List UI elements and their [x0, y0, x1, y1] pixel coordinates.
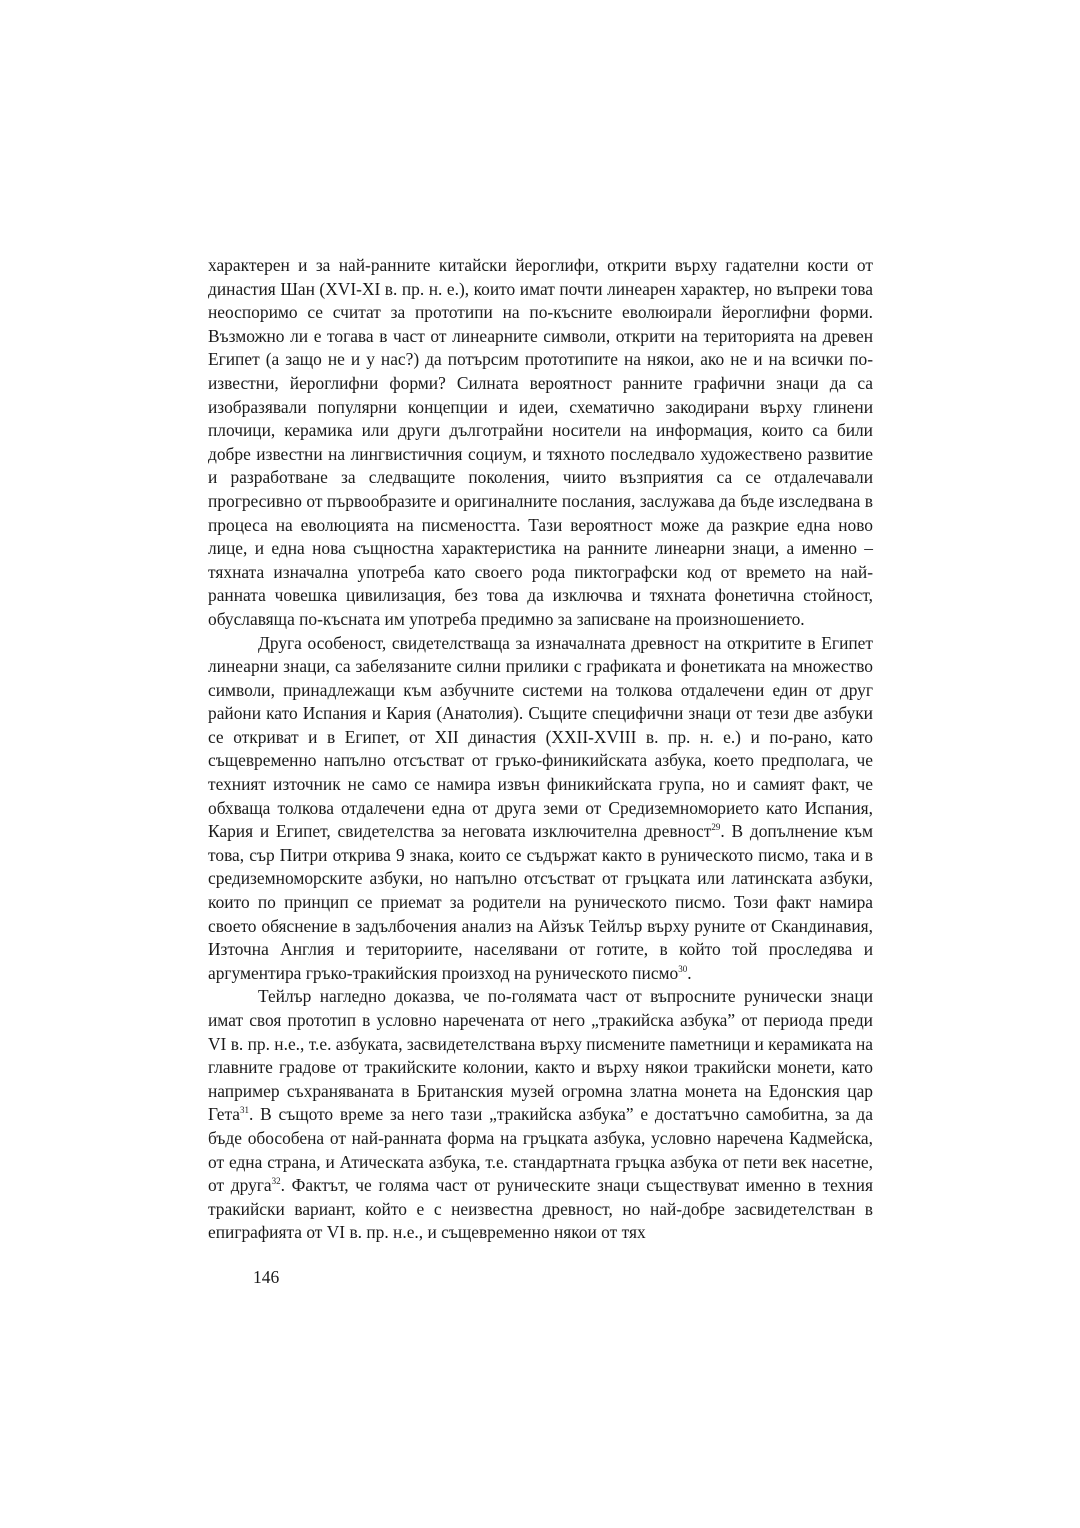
paragraph-1-text: характерен и за най-ранните китайски йероглифи, открити върху гадателни кости от династия Шан (XVI-XI в. пр. н. е.), които имат почти линеарен характер, но въпреки това неоспоримо се считат за прототипи на по-късните еволюирали йероглифни форми. Възможно ли е тогава в част от линеарните символи, открити на територията на древен Египет (а защо не и у нас?) да потърсим прототипите на някои, ако не и на всички по-известни, йероглифни форми? Силната вероятност ранните графични знаци да са изобразявали популярни концепции и идеи, схематично закодирани върху глинени плочици, керамика или други дълготрайни носители на информация, които са били добре известни на лингвистичния социум, и тяхното последвало художествено развитие и разработване за следващите поколения, чиито възприятия са се отдалечавали прогресивно от първообразите и оригиналните послания, заслужава да бъде изследвана в процеса на еволюцията на писмеността. Тази вероятност може да разкрие една ново лице, и една нова същностна характеристика на ранните линеарни знаци, а именно – тяхната изначална употреба като своего рода пиктографски код от времето на най-ранната човешка цивилизация, без това да изключва и тяхната фонетична стойност, обуславяща по-късната им употреба предимно за записване на произношението.	[208, 255, 873, 629]
body-text	[208, 254, 873, 1245]
paragraph-2	[208, 632, 873, 986]
paragraph-3	[208, 985, 873, 1245]
paragraph-1	[208, 254, 873, 632]
footnote-ref-29[interactable]: 29	[711, 822, 721, 833]
paragraph-3-continuation: . В същото време за него тази „тракийска азбука” е достатъчно самобитна, за да бъде обособена от най-ранната форма на гръцката азбука, условно наречена Кадмейска, от една страна, и Атическата азбука, т.е. стандартната гръцка азбука от пети век насетне, от друга	[208, 1104, 873, 1196]
paragraph-2-end: .	[687, 962, 692, 983]
footnote-ref-31[interactable]: 31	[239, 1105, 249, 1116]
paragraph-3-text: Тейлър нагледно доказва, че по-голямата част от въпросните рунически знаци имат своя прототип в условно наречената от него „тракийска азбука” от периода преди VI в. пр. н.е., т.е. азбуката, засвидетелствана върху писмените паметници и керамиката на главните градове от тракийските колонии, както и върху някои тракийски монети, като например съхраняваната в Британския музей огромна златна монета на Едонския цар Гета	[208, 986, 873, 1125]
footnote-ref-32[interactable]: 32	[271, 1176, 281, 1187]
paragraph-2-continuation: . В допълнение към това, сър Питри открива 9 знака, които се съдържат както в руническото писмо, така и в средиземноморските азбуки, но напълно отсъстват от гръцката или латинската азбуки, които по принцип се приемат за родители на руническото писмо. Този факт намира своето обяснение в задълбочения анализ на Айзък Тейлър върху руните от Скандинавия, Източна Англия и териториите, населявани от готите, в който той проследява и аргументира гръко-тракийския произход на руническото писмо	[208, 821, 873, 983]
page-number: 146	[253, 1267, 280, 1287]
footnote-ref-30[interactable]: 30	[678, 964, 688, 975]
paragraph-2-text: Друга особеност, свидетелстваща за изначалната древност на откритите в Египет линеарни знаци, са забелязаните силни прилики с графиката и фонетиката на множество символи, принадлежащи към азбучните системи на толкова отдалечени един от друг райони като Испания и Кария (Анатолия). Същите специфични знаци от тези две азбуки се откриват и в Египет, от XII династия (XXII-XVIII в. пр. н. е.) и по-рано, като същевременно напълно отсъстват от гръко-финикийската азбука, което предполага, че техният източник не само се намира извън финикийската група, но и самият факт, че обхваща толкова отдалечени една от друга земи от Средиземноморието като Испания, Кария и Египет, свидетелства за неговата изключителна древност	[208, 632, 873, 842]
paragraph-3-end: . Фактът, че голяма част от руническите знаци съществуват именно в техния тракийски вариант, който е с неизвестна древност, но най-добре засвидетелстван в епиграфията от VI в. пр. н.е., и същевременно някои от тях	[208, 1175, 873, 1243]
